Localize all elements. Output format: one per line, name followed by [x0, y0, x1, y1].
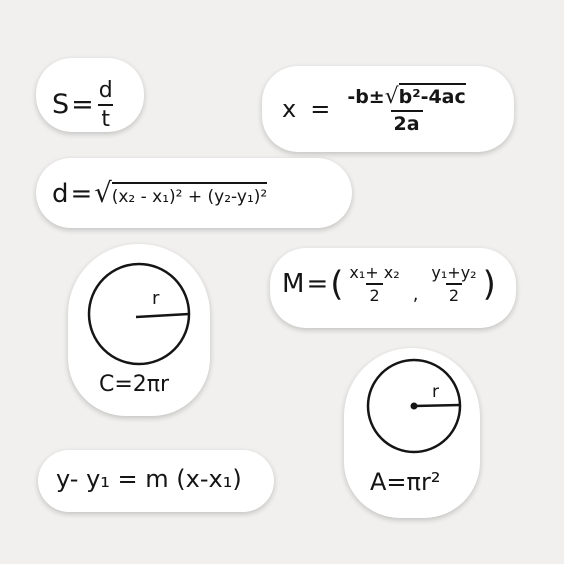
distance-equals: =	[70, 179, 93, 209]
speed-numerator: d	[98, 78, 113, 103]
circumference-formula: C=2πr	[99, 372, 170, 397]
midpoint-formula	[282, 265, 496, 304]
distance-radicand: (x₂ - x₁)² + (y₂-y₁)²	[112, 182, 268, 207]
radius-line	[414, 405, 460, 406]
midpoint-y-numerator: y₁+y₂	[431, 263, 477, 282]
sqrt-icon: √	[94, 178, 112, 209]
midpoint-close-paren: )	[482, 264, 496, 304]
quadratic-denominator: 2a	[391, 110, 423, 134]
speed-fraction	[96, 80, 116, 131]
center-dot	[411, 403, 418, 410]
quadratic-lhs: x	[282, 94, 297, 123]
midpoint-equals: =	[306, 269, 329, 299]
quadratic-numerator	[344, 86, 468, 110]
distance-formula	[52, 180, 267, 207]
point-slope-sticker	[38, 450, 274, 512]
sqrt-icon: √	[384, 84, 399, 109]
speed-formula	[52, 80, 116, 131]
radius-line	[136, 314, 189, 317]
area-formula: A=πr²	[370, 468, 441, 496]
circumference-radius-label: r	[152, 288, 160, 309]
midpoint-open-paren: (	[330, 264, 344, 304]
midpoint-comma: ,	[412, 284, 419, 305]
quadratic-numerator-prefix: -b±	[347, 86, 385, 108]
circumference-sticker	[68, 244, 210, 416]
midpoint-lhs: M	[282, 269, 305, 299]
midpoint-formula-sticker	[270, 248, 516, 328]
quadratic-radicand: b²-4ac	[399, 83, 466, 108]
quadratic-formula-sticker	[262, 66, 514, 152]
midpoint-x-fraction	[346, 265, 402, 304]
area-radius-label: r	[432, 382, 439, 402]
midpoint-x-numerator: x₁+ x₂	[349, 263, 400, 282]
distance-lhs: d	[52, 179, 69, 209]
speed-lhs: S	[52, 89, 70, 120]
quadratic-formula	[282, 86, 469, 134]
speed-formula-sticker	[36, 58, 144, 132]
point-slope-formula: y- y₁ = m (x-x₁)	[56, 465, 242, 493]
distance-formula-sticker	[36, 158, 352, 228]
speed-denominator: t	[98, 104, 113, 131]
quadratic-equals: =	[310, 94, 331, 123]
area-sticker	[344, 348, 480, 518]
midpoint-y-denominator: 2	[446, 283, 462, 304]
midpoint-x-denominator: 2	[366, 283, 382, 304]
quadratic-fraction	[344, 86, 468, 134]
midpoint-y-fraction	[428, 265, 479, 304]
speed-equals: =	[71, 89, 94, 120]
